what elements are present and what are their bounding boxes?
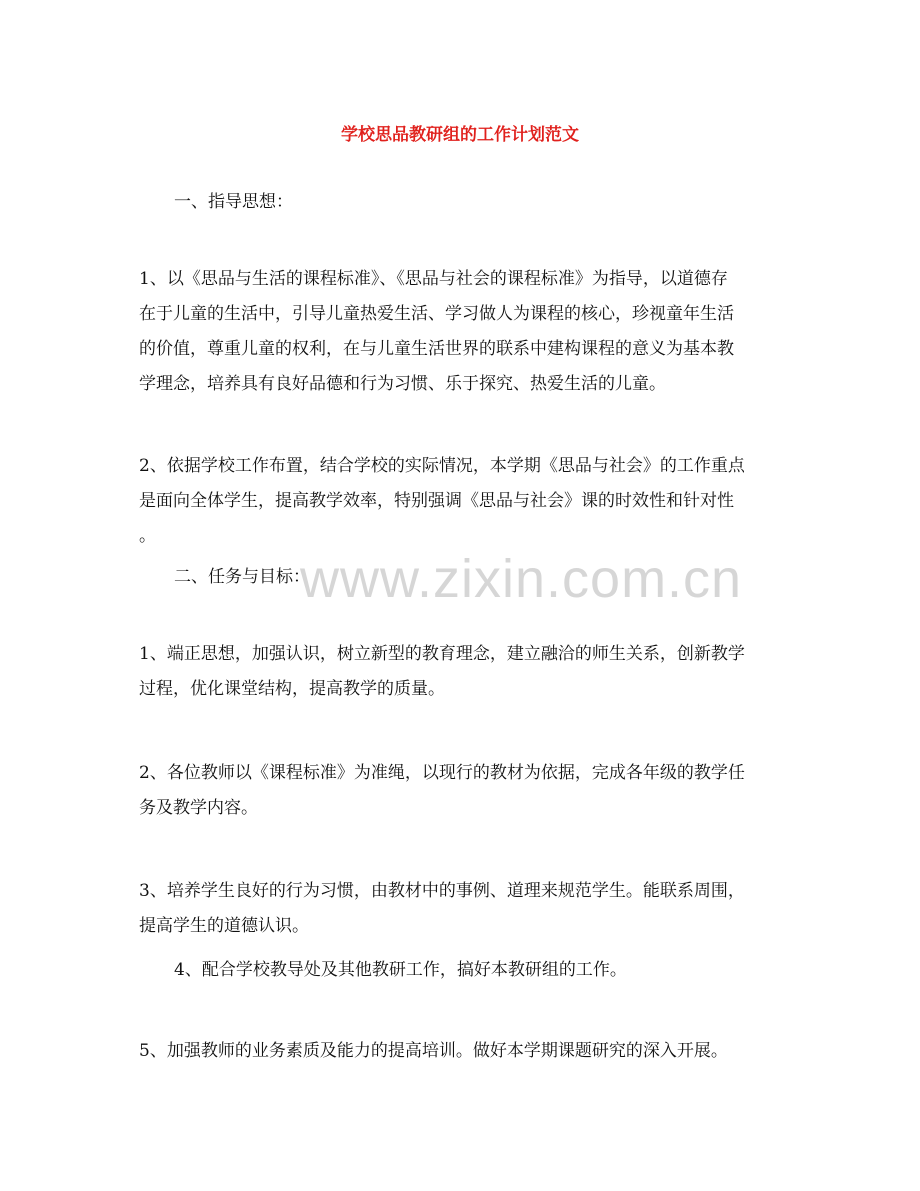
task-3 bbox=[139, 874, 745, 944]
task-4 bbox=[174, 953, 627, 988]
text-line: 2、依据学校工作布置，结合学校的实际情况，本学期《思品与社会》的工作重点 bbox=[139, 456, 745, 476]
task-5 bbox=[139, 1034, 728, 1069]
text-line: 过程，优化课堂结构，提高教学的质量。 bbox=[139, 679, 445, 699]
text-line: 是面向全体学生，提高教学效率，特别强调《思品与社会》课的时效性和针对性 bbox=[139, 491, 734, 511]
text-line: 5、加强教师的业务素质及能力的提高培训。做好本学期课题研究的深入开展。 bbox=[139, 1041, 728, 1061]
paragraph-2 bbox=[139, 449, 745, 554]
document-title: 学校思品教研组的工作计划范文 bbox=[341, 125, 579, 145]
text-line: 。 bbox=[139, 526, 156, 546]
text-line: 1、以《思品与生活的课程标准》、《思品与社会的课程标准》为指导，以道德存 bbox=[139, 269, 728, 289]
section-heading-tasks bbox=[174, 560, 310, 595]
text-line: 务及教学内容。 bbox=[139, 798, 258, 818]
text-line: 2、各位教师以《课程标准》为准绳，以现行的教材为依据，完成各年级的教学任 bbox=[139, 763, 745, 783]
text-line: 3、培养学生良好的行为习惯，由教材中的事例、道理来规范学生。能联系周围， bbox=[139, 881, 745, 901]
section-heading-guiding-thought bbox=[174, 185, 293, 220]
text-line: 二、任务与目标： bbox=[174, 567, 310, 587]
text-line: 提高学生的道德认识。 bbox=[139, 916, 309, 936]
text-line: 学理念，培养具有良好品德和行为习惯、乐于探究、热爱生活的儿童。 bbox=[139, 374, 666, 394]
text-line: 1、端正思想，加强认识，树立新型的教育理念，建立融洽的师生关系，创新教学 bbox=[139, 644, 745, 664]
paragraph-1 bbox=[139, 262, 734, 402]
text-line: 4、配合学校教导处及其他教研工作，搞好本教研组的工作。 bbox=[174, 960, 627, 980]
text-line: 在于儿童的生活中，引导儿童热爱生活、学习做人为课程的核心，珍视童年生活 bbox=[139, 304, 734, 324]
text-line: 的价值，尊重儿童的权利，在与儿童生活世界的联系中建构课程的意义为基本教 bbox=[139, 339, 734, 359]
watermark: www.zixin.com.cn bbox=[300, 549, 743, 609]
task-2 bbox=[139, 756, 745, 826]
text-line: 一、指导思想： bbox=[174, 192, 293, 212]
task-1 bbox=[139, 637, 745, 707]
